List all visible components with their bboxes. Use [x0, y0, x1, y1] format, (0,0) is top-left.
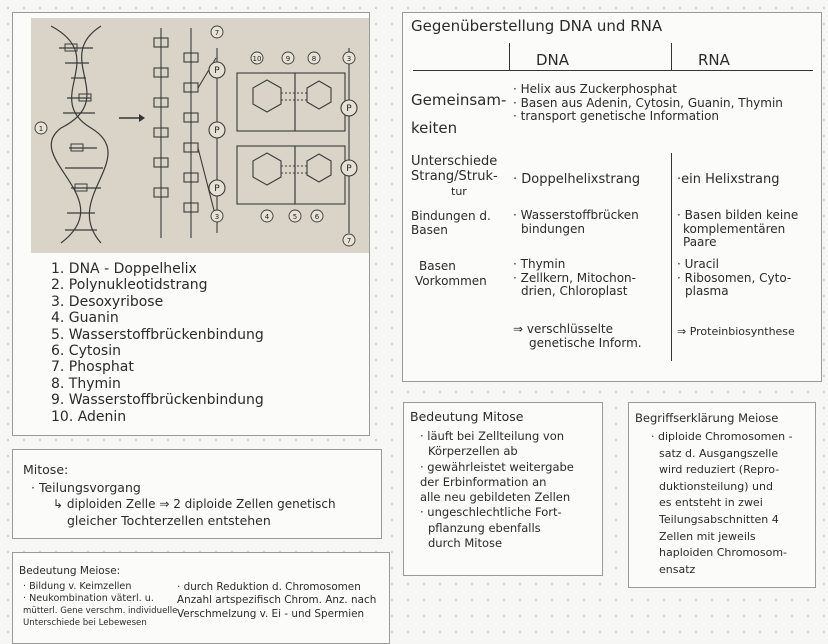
mitose-card [12, 449, 382, 539]
result-rna-cell: ⇒ Proteinbiosynthese [677, 325, 795, 338]
column-header-dna: DNA [536, 51, 570, 69]
bases-dna-cell: · Thymin · Zellkern, Mitochon- drien, Chloroplast [513, 257, 636, 299]
row-label-common: Gemeinsam- keiten [411, 91, 507, 137]
meiose-def-lines: · diploide Chromosomen - satz d. Ausgangszelle wird reduziert (Repro- duktionsteilung) und es entsteht in zwei Teilungsabschnitten 4 Zellen mit jeweils haploiden Chromosom- ensatz [651, 430, 793, 576]
legend-item: 1. DNA - Doppelhelix [51, 261, 197, 277]
mitose-meaning-card [403, 402, 603, 576]
legend-item: 4. Guanin [51, 310, 119, 327]
row-label-bonds: Bindungen d. Basen [411, 209, 491, 237]
callout-3: 3 [346, 55, 352, 63]
callout-7: 7 [214, 29, 220, 37]
row-label-bases: Basen Vorkommen [415, 259, 487, 288]
legend-item: 9. Wasserstoffbrückenbindung [51, 392, 264, 409]
meiose-definition-card [628, 402, 816, 588]
figure-legend [51, 261, 264, 425]
meiose-def-title: Begriffserklärung Meiose [635, 411, 779, 425]
table-divider [671, 43, 672, 71]
callout-3: 3 [214, 213, 220, 221]
table-divider [509, 43, 510, 71]
phosphate-label: P [214, 184, 220, 194]
common-cell: · Helix aus Zuckerphosphat · Basen aus Adenin, Cytosin, Guanin, Thymin · transport genetische Information [513, 82, 783, 124]
bonds-dna-cell: · Wasserstoffbrücken bindungen [513, 208, 639, 236]
callout-1: 1 [38, 125, 44, 133]
mitose-title: Mitose: [23, 462, 69, 477]
phosphate-label: P [346, 164, 352, 174]
strand-rna-cell: ·ein Helixstrang [677, 172, 780, 187]
callout-6: 6 [314, 213, 320, 221]
mitose-meaning-lines: · läuft bei Zellteilung von Körperzellen ab · gewährleistet weitergabe der Erbinformation an alle neu gebildeten Zellen · ungeschlechtliche Fort- pflanzung ebenfalls durch Mitose [420, 429, 574, 551]
phosphate-label: P [214, 66, 220, 76]
bases-rna-cell: · Uracil · Ribosomen, Cyto- plasma [677, 257, 792, 299]
comparison-title: Gegenüberstellung DNA und RNA [411, 17, 663, 35]
dna-structure-diagram [31, 18, 369, 253]
strand-dna-cell: · Doppelhelixstrang [513, 172, 641, 187]
mitose-line: · Teilungsvorgang [31, 480, 141, 495]
meiose-right-column: · durch Reduktion d. Chromosomen Anzahl artspezifisch Chrom. Anz. nach Verschmelzung v. Ei - und Spermien [177, 581, 377, 620]
row-label-strand: Unterschiede Strang/Struk- tur [411, 154, 498, 198]
result-dna-cell: ⇒ verschlüsselte genetische Inform. [513, 322, 642, 350]
legend-item: 2. Polynukleotidstrang [51, 277, 208, 294]
callout-8: 8 [311, 55, 317, 63]
legend-item: 7. Phosphat [51, 359, 134, 376]
callout-10: 10 [252, 55, 262, 63]
phosphate-label: P [346, 104, 352, 114]
legend-item: 10. Adenin [51, 408, 127, 425]
legend-item: 3. Desoxyribose [51, 293, 164, 310]
meiose-meaning-card [12, 552, 390, 644]
meiose-title: Bedeutung Meiose: [19, 565, 121, 577]
column-header-rna: RNA [698, 51, 730, 69]
mitose-meaning-title: Bedeutung Mitose [410, 409, 524, 424]
meiose-left-column: · Bildung v. Keimzellen · Neukombination väterl. u. mütterl. Gene verschm. individuelle Unterschiede bei Lebewesen [23, 581, 178, 628]
dna-figure-card [12, 12, 370, 436]
bonds-rna-cell: · Basen bilden keine komplementären Paare [677, 208, 799, 250]
table-divider [671, 153, 672, 361]
mitose-line: ↳ diploiden Zelle ⇒ 2 diploide Zellen genetisch [53, 497, 336, 511]
legend-item: 6. Cytosin [51, 343, 121, 360]
callout-9: 9 [285, 55, 291, 63]
legend-item: 8. Thymin [51, 375, 121, 392]
table-header-line [413, 70, 813, 71]
callout-4: 4 [264, 213, 270, 221]
phosphate-label: P [214, 126, 220, 136]
callout-5: 5 [292, 213, 298, 221]
callout-7: 7 [346, 237, 352, 245]
mitose-line: gleicher Tochterzellen entstehen [67, 513, 271, 528]
dna-structure-photo [31, 18, 369, 253]
dna-rna-comparison-card [402, 12, 822, 382]
legend-item: 5. Wasserstoffbrückenbindung [51, 326, 264, 343]
